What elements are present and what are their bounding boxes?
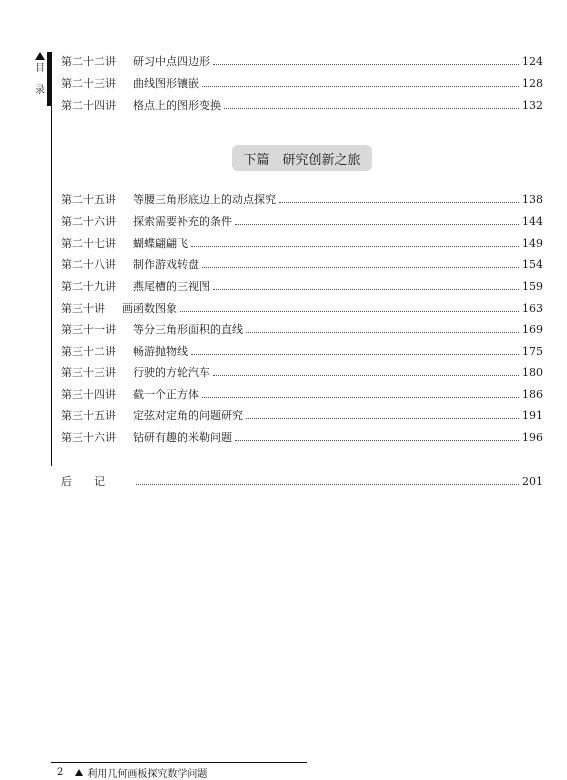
lecture-title: 曲线图形镶嵌 <box>133 77 199 90</box>
page-number: 163 <box>522 301 543 315</box>
dot-leader <box>202 86 519 87</box>
lecture-title: 定弦对定角的问题研究 <box>133 409 243 422</box>
dot-leader <box>202 397 519 398</box>
footer <box>57 765 207 780</box>
toc-entry[interactable] <box>61 53 542 69</box>
side-marker <box>33 52 47 98</box>
dot-leader <box>136 484 519 485</box>
lecture-number: 第二十五讲 <box>61 193 116 206</box>
lecture-number: 第三十讲 <box>61 302 105 315</box>
page-number: 132 <box>522 98 543 112</box>
page-number: 191 <box>522 408 543 422</box>
dot-leader <box>213 289 519 290</box>
toc-entry[interactable] <box>61 364 542 380</box>
side-rule <box>51 52 52 466</box>
toc-entry[interactable] <box>61 97 542 113</box>
lecture-number: 第三十四讲 <box>61 388 116 401</box>
dot-leader <box>235 224 519 225</box>
toc-entry[interactable] <box>61 407 542 423</box>
page-number: 154 <box>522 257 543 271</box>
lecture-number: 第三十一讲 <box>61 323 116 336</box>
page-number: 186 <box>522 387 543 401</box>
dot-leader <box>180 311 519 312</box>
toc-entry[interactable] <box>61 300 542 316</box>
page-number: 128 <box>522 76 543 90</box>
dot-leader <box>191 246 519 247</box>
lecture-title: 钻研有趣的米勒问题 <box>133 431 232 444</box>
lecture-number: 第二十三讲 <box>61 77 116 90</box>
side-label-char-1: 目 <box>35 63 45 74</box>
lecture-number: 第二十二讲 <box>61 55 116 68</box>
lecture-number: 第二十四讲 <box>61 99 116 112</box>
dot-leader <box>235 440 519 441</box>
lecture-title: 画函数图象 <box>122 302 177 315</box>
toc-entry[interactable] <box>61 191 542 207</box>
toc-entry[interactable] <box>61 75 542 91</box>
toc-entry[interactable] <box>61 321 542 337</box>
toc-entry[interactable] <box>61 213 542 229</box>
lecture-number: 第二十九讲 <box>61 280 116 293</box>
section-heading: 下篇 研究创新之旅 <box>232 145 372 171</box>
page-number: 124 <box>522 54 543 68</box>
page-number: 159 <box>522 279 543 293</box>
page-number: 144 <box>522 214 543 228</box>
dot-leader <box>246 418 519 419</box>
side-label-char-2: 录 <box>35 85 45 96</box>
book-title: 利用几何画板探究数学问题 <box>87 769 208 780</box>
toc-entry[interactable] <box>61 343 542 359</box>
toc-entry-afterword[interactable] <box>61 473 542 489</box>
lecture-title: 行驶的方轮汽车 <box>133 366 210 379</box>
toc-entry[interactable] <box>61 278 542 294</box>
lecture-number: 第二十八讲 <box>61 258 116 271</box>
lecture-number: 第三十三讲 <box>61 366 116 379</box>
lecture-title: 蝴蝶翩翩飞 <box>133 237 188 250</box>
page-number: 149 <box>522 236 543 250</box>
toc-entry[interactable] <box>61 386 542 402</box>
dot-leader <box>224 108 519 109</box>
afterword-label: 后记 <box>61 475 127 488</box>
dot-leader <box>213 375 519 376</box>
lecture-title: 畅游抛物线 <box>133 345 188 358</box>
toc-entry[interactable] <box>61 256 542 272</box>
page-number: 180 <box>522 365 543 379</box>
dot-leader <box>202 267 519 268</box>
lecture-title: 制作游戏转盘 <box>133 258 199 271</box>
triangle-marker-icon <box>35 52 45 60</box>
dot-leader <box>246 332 519 333</box>
lecture-title: 研习中点四边形 <box>133 55 210 68</box>
lecture-number: 第二十六讲 <box>61 215 116 228</box>
lecture-title: 截一个正方体 <box>133 388 199 401</box>
dot-leader <box>191 354 519 355</box>
lecture-title: 燕尾槽的三视图 <box>133 280 210 293</box>
triangle-icon <box>75 769 83 776</box>
dot-leader <box>279 202 519 203</box>
lecture-title: 等分三角形面积的直线 <box>133 323 243 336</box>
lecture-number: 第二十七讲 <box>61 237 116 250</box>
page-number: 196 <box>522 430 543 444</box>
toc-entry[interactable] <box>61 429 542 445</box>
lecture-number: 第三十五讲 <box>61 409 116 422</box>
toc-entry[interactable] <box>61 235 542 251</box>
page-number: 201 <box>522 474 543 488</box>
footer-page-number: 2 <box>57 767 64 778</box>
lecture-title: 格点上的图形变换 <box>133 99 221 112</box>
lecture-title: 等腰三角形底边上的动点探究 <box>133 193 276 206</box>
dot-leader <box>213 64 519 65</box>
page-number: 138 <box>522 192 543 206</box>
lecture-title: 探索需要补充的条件 <box>133 215 232 228</box>
page-number: 169 <box>522 322 543 336</box>
footer-rule <box>51 762 307 763</box>
page-number: 175 <box>522 344 543 358</box>
lecture-number: 第三十六讲 <box>61 431 116 444</box>
lecture-number: 第三十二讲 <box>61 345 116 358</box>
